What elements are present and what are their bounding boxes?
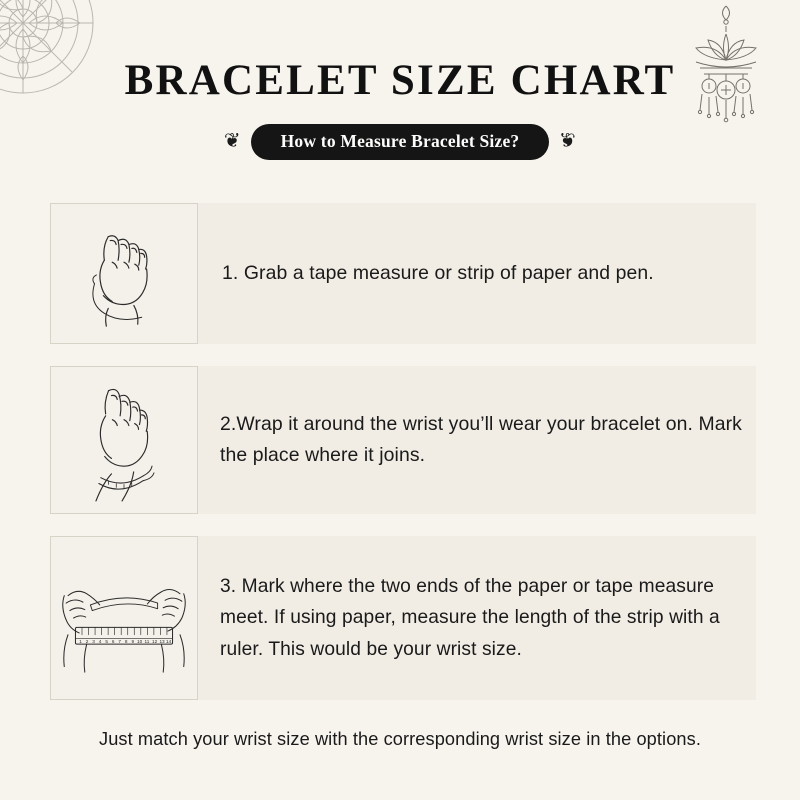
- subtitle-pill: How to Measure Bracelet Size?: [251, 124, 550, 160]
- list-item: [50, 203, 756, 344]
- flourish-right-icon: ❦: [559, 130, 577, 152]
- hand-wrist-wrapped-tape-icon: [66, 377, 182, 503]
- step-3-text: 3. Mark where the two ends of the paper or tape measure meet. If using paper, measure the length of the strip with a ruler. This would be your wrist size.: [220, 576, 720, 660]
- svg-text:12: 12: [152, 639, 158, 645]
- step-1-illustration: [50, 203, 198, 344]
- hand-fist-with-tape-icon: [65, 215, 183, 333]
- svg-text:7: 7: [118, 639, 121, 645]
- svg-text:6: 6: [111, 639, 115, 645]
- svg-text:5: 5: [105, 639, 108, 645]
- svg-text:2: 2: [85, 639, 89, 645]
- step-2-text: 2.Wrap it around the wrist you’ll wear your bracelet on. Mark the place where it joins.: [220, 412, 742, 466]
- svg-text:4: 4: [98, 639, 102, 645]
- list-item: [50, 366, 756, 514]
- list-item: [50, 536, 756, 700]
- step-2-illustration: [50, 366, 198, 514]
- svg-text:3: 3: [92, 639, 95, 645]
- hands-measuring-with-ruler-icon: [58, 562, 190, 674]
- subtitle-row: [0, 124, 800, 160]
- step-1-text: 1. Grab a tape measure or strip of paper and pen.: [222, 261, 654, 284]
- svg-text:10: 10: [137, 639, 143, 645]
- page-title: BRACELET SIZE CHART: [124, 57, 676, 104]
- footer-note: Just match your wrist size with the corresponding wrist size in the options.: [99, 729, 701, 749]
- svg-text:9: 9: [131, 639, 135, 645]
- step-3-illustration: [50, 536, 198, 700]
- svg-text:8: 8: [124, 639, 128, 645]
- svg-text:1: 1: [79, 639, 82, 645]
- svg-text:14: 14: [166, 639, 172, 645]
- svg-text:13: 13: [159, 639, 165, 645]
- flourish-left-icon: ❦: [223, 130, 241, 152]
- svg-text:11: 11: [144, 639, 150, 645]
- steps-list: [50, 203, 756, 722]
